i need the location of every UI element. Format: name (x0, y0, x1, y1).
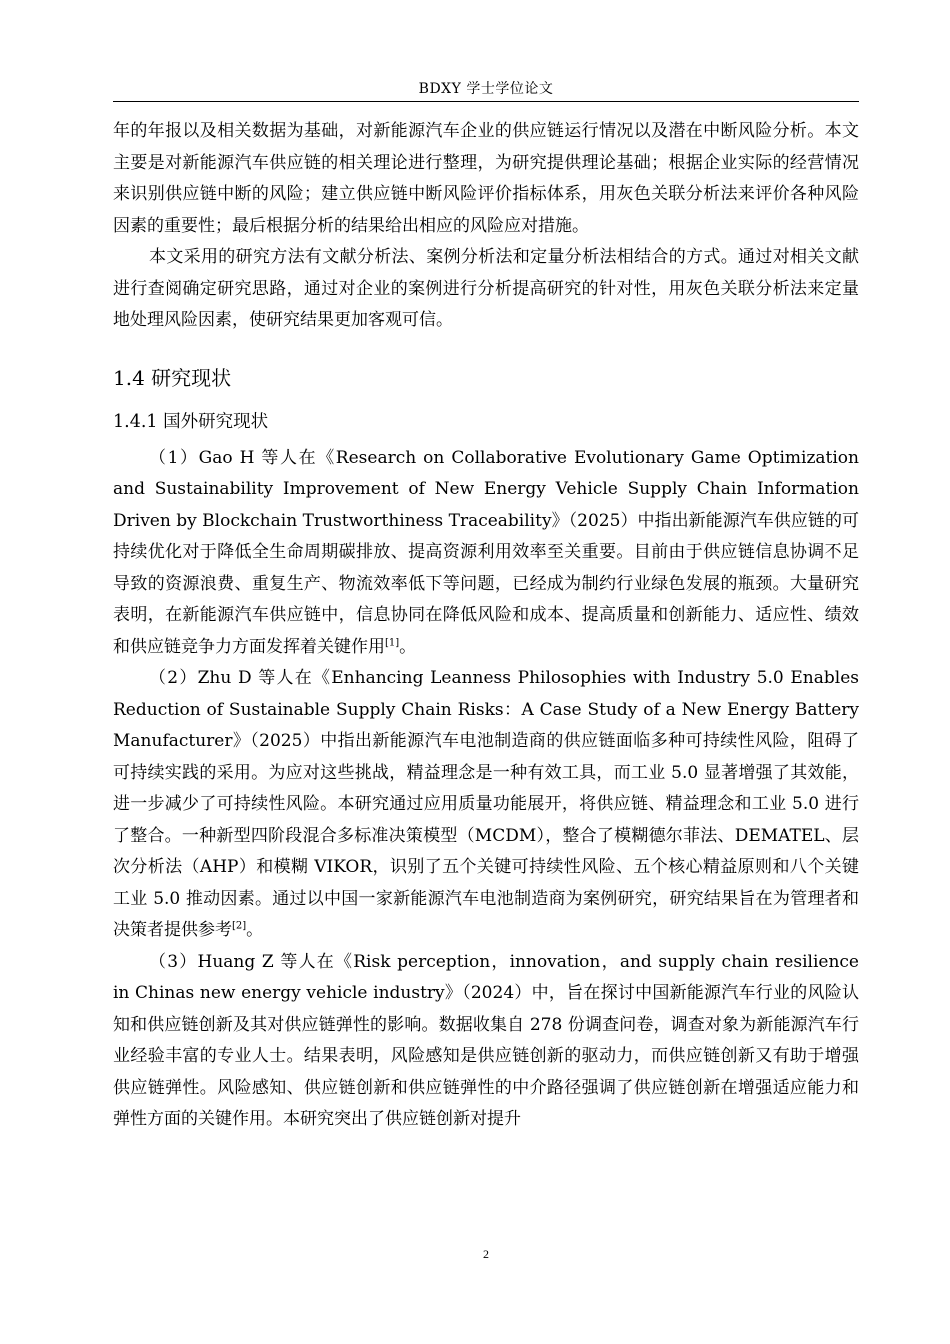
literature-item-1-tail: 。 (399, 636, 417, 657)
page-number: 2 (483, 1247, 489, 1261)
literature-item-3: （3）Huang Z 等人在《Risk perception，innovation，and supply chain resilience in Chinas new energy vehicle industry》（2024）中，旨在探讨中国新能源汽车行业的风险认知和供应链创新及其对供应链弹性的影响。数据收集自 278 份调查问卷，调查对象为新能源汽车行业经验丰富的专业人士。结果表明，风险感知是供应链创新的驱动力，而供应链创新又有助于增强供应链弹性。风险感知、供应链创新和供应链弹性的中介路径强调了供应链创新在增强适应能力和弹性方面的关键作用。本研究突出了供应链创新对提升 (113, 951, 859, 1129)
literature-item-2-text: （2）Zhu D 等人在《Enhancing Leanness Philosophies with Industry 5.0 Enables Reduction of Sustainable Supply Chain Risks：A Case Study of a New Energy Battery Manufacturer》（2025）中指出新能源汽车电池制造商的供应链面临多种可持续性风险，阻碍了可持续实践的采用。为应对这些挑战，精益理念是一种有效工具，而工业 5.0 显著增强了其效能，进一步减少了可持续性风险。本研究通过应用质量功能展开，将供应链、精益理念和工业 5.0 进行了整合。一种新型四阶段混合多标准决策模型（MCDM），整合了模糊德尔菲法、DEMATEL、层次分析法（AHP）和模糊 VIKOR，识别了五个关键可持续性风险、五个核心精益原则和八个关键工业 5.0 推动因素。通过以中国一家新能源汽车电池制造商为案例研究，研究结果旨在为管理者和决策者提供参考 (113, 668, 859, 940)
literature-item-2-tail: 。 (246, 920, 264, 940)
literature-item-2 (113, 663, 859, 947)
section-heading: 1.4 研究现状 (113, 365, 232, 390)
citation-ref-1: [1] (385, 636, 400, 648)
citation-ref-2: [2] (232, 920, 247, 932)
literature-item-1-text: （1）Gao H 等人在《Research on Collaborative Evolutionary Game Optimization and Sustainability Improvement of New Energy Vehicle Supply Chain Information Driven by Blockchain Trustworthiness Traceability》（2025）中指出新能源汽车供应链的可持续优化对于降低全生命周期碳排放、提高资源利用效率至关重要。目前由于供应链信息协调不足导致的资源浪费、重复生产、物流效率低下等问题，已经成为制约行业绿色发展的瓶颈。大量研究表明，在新能源汽车供应链中，信息协同在降低风险和成本、提高质量和创新能力、适应性、绩效和供应链竞争力方面发挥着关键作用 (113, 447, 859, 657)
paragraph-methods: 本文采用的研究方法有文献分析法、案例分析法和定量分析法相结合的方式。通过对相关文献进行查阅确定研究思路，通过对企业的案例进行分析提高研究的针对性，用灰色关联分析法来定量地处理风险因素，使研究结果更加客观可信。 (113, 247, 859, 330)
header-divider (113, 101, 859, 102)
subsection-heading: 1.4.1 国外研究现状 (113, 411, 269, 432)
running-header: BDXY 学士学位论文 (418, 81, 554, 97)
paragraph-continued: 年的年报以及相关数据为基础，对新能源汽车企业的供应链运行情况以及潜在中断风险分析。本文主要是对新能源汽车供应链的相关理论进行整理，为研究提供理论基础；根据企业实际的经营情况来识别供应链中断的风险；建立供应链中断风险评价指标体系，用灰色关联分析法来评价各种风险因素的重要性；最后根据分析的结果给出相应的风险应对措施。 (113, 121, 859, 236)
page-body (113, 116, 859, 1136)
literature-item-1 (113, 443, 859, 664)
